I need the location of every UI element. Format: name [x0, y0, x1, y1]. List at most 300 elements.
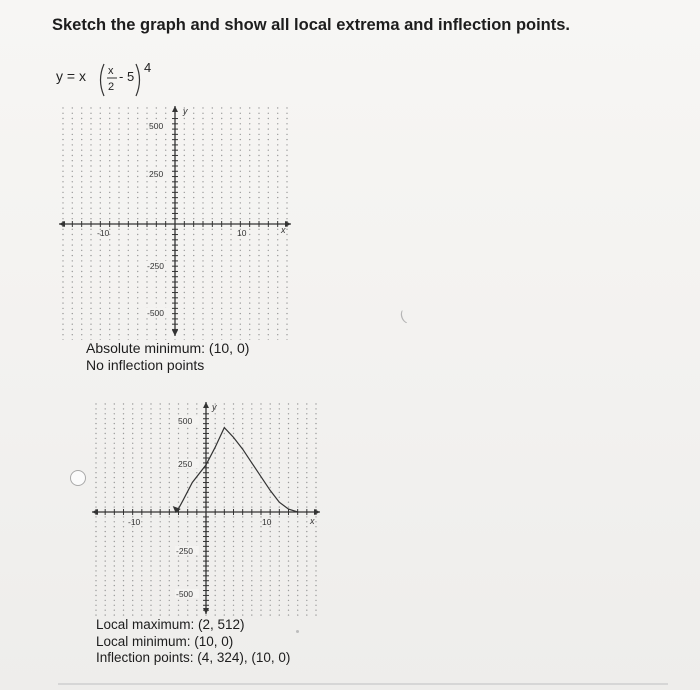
grid-dot [215, 443, 216, 444]
grid-dot [118, 239, 119, 240]
grid-dot [221, 197, 222, 198]
grid-dot [160, 551, 161, 552]
grid-dot [286, 281, 287, 282]
grid-dot [196, 575, 197, 576]
grid-dot [251, 457, 252, 458]
grid-dot [260, 541, 261, 542]
grid-dot [202, 134, 203, 135]
grid-dot [132, 600, 133, 601]
grid-dot [187, 433, 188, 434]
grid-dot [270, 497, 271, 498]
grid-dot [242, 546, 243, 547]
grid-dot [212, 181, 213, 182]
grid-dot [258, 281, 259, 282]
grid-dot [260, 575, 261, 576]
grid-dot [196, 497, 197, 498]
grid-dot [260, 585, 261, 586]
grid-dot [212, 165, 213, 166]
grid-dot [224, 610, 225, 611]
grid-dot [160, 438, 161, 439]
grid-dot [286, 171, 287, 172]
grid-dot [242, 492, 243, 493]
grid-dot [118, 287, 119, 288]
grid-dot [306, 521, 307, 522]
grid-dot [260, 570, 261, 571]
grid-dot [212, 308, 213, 309]
grid-dot [109, 171, 110, 172]
grid-dot [156, 155, 157, 156]
grid-dot [132, 565, 133, 566]
grid-dot [240, 150, 241, 151]
grid-dot [184, 213, 185, 214]
grid-dot [202, 271, 203, 272]
grid-dot [221, 260, 222, 261]
grid-dot [95, 521, 96, 522]
grid-dot [202, 244, 203, 245]
grid-dot [95, 438, 96, 439]
grid-dot [137, 107, 138, 108]
grid-dot [221, 171, 222, 172]
grid-dot [156, 302, 157, 303]
grid-dot [212, 213, 213, 214]
grid-dot [270, 428, 271, 429]
grid-dot [270, 403, 271, 404]
grid-dot [109, 313, 110, 314]
grid-dot [233, 556, 234, 557]
grid-dot [279, 492, 280, 493]
grid-dot [205, 614, 206, 615]
grid-dot [90, 171, 91, 172]
grid-dot [118, 234, 119, 235]
grid-dot [169, 610, 170, 611]
grid-dot [268, 255, 269, 256]
grid-dot [249, 171, 250, 172]
grid-dot [224, 457, 225, 458]
grid-dot [178, 438, 179, 439]
grid-dot [221, 134, 222, 135]
grid-dot [118, 266, 119, 267]
grid-dot [146, 155, 147, 156]
grid-dot [81, 202, 82, 203]
grid-dot [100, 213, 101, 214]
grid-dot [114, 443, 115, 444]
grid-dot [137, 171, 138, 172]
grid-dot [202, 234, 203, 235]
grid-dot [277, 113, 278, 114]
grid-dot [105, 428, 106, 429]
grid-dot [215, 610, 216, 611]
grid-dot [146, 186, 147, 187]
grid-dot [90, 260, 91, 261]
grid-dot [286, 186, 287, 187]
grid-dot [196, 457, 197, 458]
grid-dot [178, 433, 179, 434]
grid-dot [286, 292, 287, 293]
tick-label-x-10: 10 [237, 228, 247, 238]
grid-dot [277, 287, 278, 288]
grid-dot [212, 266, 213, 267]
grid-dot [62, 244, 63, 245]
grid-dot [160, 541, 161, 542]
grid-dot [288, 423, 289, 424]
grid-dot [169, 457, 170, 458]
grid-dot [169, 551, 170, 552]
grid-dot [184, 208, 185, 209]
grid-dot [169, 605, 170, 606]
grid-dot [288, 408, 289, 409]
grid-dot [123, 497, 124, 498]
grid-dot [224, 536, 225, 537]
grid-dot [178, 605, 179, 606]
grid-dot [169, 506, 170, 507]
grid-dot [260, 580, 261, 581]
grid-dot [132, 462, 133, 463]
grid-dot [118, 144, 119, 145]
grid-dot [114, 605, 115, 606]
grid-dot [242, 462, 243, 463]
grid-dot [165, 334, 166, 335]
grid-dot [224, 403, 225, 404]
grid-dot [90, 139, 91, 140]
grid-dot [315, 472, 316, 473]
grid-dot [230, 134, 231, 135]
grid-dot [90, 150, 91, 151]
grid-dot [184, 176, 185, 177]
grid-dot [196, 556, 197, 557]
grid-dot [123, 536, 124, 537]
grid-dot [193, 160, 194, 161]
grid-dot [297, 521, 298, 522]
grid-dot [100, 150, 101, 151]
grid-dot [249, 134, 250, 135]
grid-dot [202, 208, 203, 209]
grid-dot [100, 192, 101, 193]
grid-dot [114, 614, 115, 615]
grid-dot [62, 181, 63, 182]
grid-dot [196, 452, 197, 453]
grid-dot [221, 128, 222, 129]
grid-dot [286, 181, 287, 182]
grid-dot [193, 260, 194, 261]
grid-dot [118, 229, 119, 230]
grid-dot [249, 229, 250, 230]
grid-dot [72, 297, 73, 298]
grid-dot [251, 551, 252, 552]
grid-dot [270, 413, 271, 414]
grid-dot [286, 318, 287, 319]
grid-dot [196, 565, 197, 566]
grid-dot [288, 551, 289, 552]
grid-dot [100, 250, 101, 251]
grid-dot [141, 595, 142, 596]
grid-dot [286, 334, 287, 335]
grid-dot [137, 208, 138, 209]
grid-dot [150, 467, 151, 468]
y-axis-label: y [183, 106, 188, 116]
grid-dot [178, 443, 179, 444]
grid-dot [202, 113, 203, 114]
grid-dot [224, 477, 225, 478]
grid-dot [268, 113, 269, 114]
grid-dot [90, 218, 91, 219]
grid-dot [141, 610, 142, 611]
grid-dot [128, 176, 129, 177]
answer-radio-option-2[interactable] [70, 470, 86, 486]
grid-dot [270, 438, 271, 439]
grid-dot [224, 565, 225, 566]
grid-dot [146, 334, 147, 335]
grid-dot [286, 176, 287, 177]
grid-dot [114, 595, 115, 596]
grid-dot [230, 302, 231, 303]
grid-dot [187, 438, 188, 439]
grid-dot [279, 551, 280, 552]
grid-dot [251, 546, 252, 547]
grid-dot [251, 448, 252, 449]
grid-dot [118, 297, 119, 298]
grid-dot [249, 208, 250, 209]
x-axis-label: x [310, 516, 315, 526]
grid-dot [286, 266, 287, 267]
grid-dot [100, 113, 101, 114]
grid-dot [114, 600, 115, 601]
grid-dot [196, 492, 197, 493]
grid-dot [90, 165, 91, 166]
grid-dot [169, 492, 170, 493]
grid-dot [315, 600, 316, 601]
grid-dot [95, 423, 96, 424]
grid-dot [251, 590, 252, 591]
grid-dot [109, 176, 110, 177]
grid-dot [137, 239, 138, 240]
grid-dot [279, 482, 280, 483]
grid-dot [233, 457, 234, 458]
grid-dot [224, 526, 225, 527]
grid-dot [72, 144, 73, 145]
grid-dot [100, 181, 101, 182]
grid-dot [105, 506, 106, 507]
grid-dot [268, 218, 269, 219]
grid-dot [196, 438, 197, 439]
grid-dot [141, 428, 142, 429]
grid-dot [270, 487, 271, 488]
grid-dot [81, 250, 82, 251]
grid-dot [251, 526, 252, 527]
grid-dot [150, 516, 151, 517]
grid-dot [315, 595, 316, 596]
grid-dot [62, 197, 63, 198]
grid-dot [146, 297, 147, 298]
formula-exponent: 4 [144, 60, 152, 75]
grid-dot [132, 403, 133, 404]
grid-dot [315, 585, 316, 586]
grid-dot [270, 482, 271, 483]
grid-dot [165, 234, 166, 235]
grid-dot [258, 155, 259, 156]
grid-dot [95, 462, 96, 463]
grid-dot [315, 521, 316, 522]
grid-dot [118, 313, 119, 314]
grid-dot [221, 292, 222, 293]
grid-dot [123, 492, 124, 493]
grid-dot [95, 560, 96, 561]
grid-dot [81, 287, 82, 288]
grid-dot [224, 487, 225, 488]
grid-dot [132, 614, 133, 615]
grid-dot [270, 452, 271, 453]
grid-dot [132, 590, 133, 591]
grid-dot [150, 443, 151, 444]
grid-dot [169, 600, 170, 601]
grid-dot [260, 614, 261, 615]
grid-dot [230, 123, 231, 124]
grid-dot [132, 605, 133, 606]
grid-dot [184, 165, 185, 166]
grid-dot [240, 308, 241, 309]
grid-dot [315, 452, 316, 453]
grid-dot [196, 413, 197, 414]
grid-dot [297, 541, 298, 542]
grid-dot [165, 165, 166, 166]
grid-dot [306, 423, 307, 424]
grid-dot [109, 181, 110, 182]
grid-dot [260, 546, 261, 547]
grid-dot [114, 487, 115, 488]
tick-label-y-neg500: -500 [176, 589, 194, 599]
grid-dot [306, 418, 307, 419]
grid-dot [81, 266, 82, 267]
grid-dot [165, 213, 166, 214]
grid-dot [251, 521, 252, 522]
grid-dot [230, 281, 231, 282]
grid-dot [202, 165, 203, 166]
grid-dot [178, 536, 179, 537]
grid-dot [251, 516, 252, 517]
grid-dot [212, 139, 213, 140]
grid-dot [268, 302, 269, 303]
grid-dot [146, 324, 147, 325]
grid-dot [193, 276, 194, 277]
formula-minus: - 5 [119, 69, 135, 84]
grid-dot [212, 186, 213, 187]
grid-dot [100, 260, 101, 261]
grid-dot [95, 556, 96, 557]
grid-dot [277, 128, 278, 129]
grid-dot [242, 600, 243, 601]
grid-dot [230, 202, 231, 203]
grid-dot [109, 287, 110, 288]
grid-dot [215, 452, 216, 453]
grid-dot [150, 492, 151, 493]
grid-dot [160, 570, 161, 571]
grid-dot [81, 208, 82, 209]
grid-dot [95, 502, 96, 503]
grid-dot [221, 324, 222, 325]
grid-dot [156, 255, 157, 256]
grid-dot [215, 506, 216, 507]
grid-dot [156, 334, 157, 335]
grid-dot [224, 506, 225, 507]
grid-dot [72, 329, 73, 330]
grid-dot [270, 433, 271, 434]
grid-dot [100, 197, 101, 198]
grid-dot [258, 255, 259, 256]
grid-dot [240, 186, 241, 187]
grid-dot [193, 229, 194, 230]
grid-dot [212, 155, 213, 156]
grid-dot [81, 134, 82, 135]
grid-dot [196, 600, 197, 601]
grid-dot [268, 139, 269, 140]
grid-dot [141, 443, 142, 444]
grid-dot [233, 600, 234, 601]
grid-dot [165, 118, 166, 119]
grid-dot [160, 521, 161, 522]
grid-dot [118, 107, 119, 108]
grid-dot [118, 134, 119, 135]
grid-dot [249, 186, 250, 187]
grid-dot [128, 186, 129, 187]
grid-dot [297, 590, 298, 591]
grid-dot [224, 448, 225, 449]
grid-dot [62, 176, 63, 177]
grid-dot [215, 526, 216, 527]
grid-dot [288, 403, 289, 404]
grid-dot [137, 139, 138, 140]
grid-dot [288, 600, 289, 601]
grid-dot [62, 229, 63, 230]
grid-dot [221, 276, 222, 277]
grid-dot [193, 250, 194, 251]
grid-dot [105, 408, 106, 409]
grid-dot [251, 428, 252, 429]
grid-dot [137, 318, 138, 319]
grid-dot [277, 202, 278, 203]
grid-dot [184, 134, 185, 135]
grid-dot [114, 423, 115, 424]
grid-dot [193, 271, 194, 272]
grid-dot [137, 134, 138, 135]
grid-dot [202, 292, 203, 293]
grid-dot [109, 329, 110, 330]
grid-dot [215, 556, 216, 557]
grid-dot [242, 423, 243, 424]
grid-dot [169, 580, 170, 581]
grid-dot [62, 329, 63, 330]
grid-dot [193, 218, 194, 219]
grid-dot [109, 324, 110, 325]
grid-dot [268, 276, 269, 277]
grid-dot [137, 260, 138, 261]
grid-dot [215, 536, 216, 537]
grid-dot [150, 605, 151, 606]
grid-dot [62, 276, 63, 277]
grid-dot [165, 107, 166, 108]
grid-dot [146, 118, 147, 119]
grid-dot [258, 165, 259, 166]
grid-dot [114, 521, 115, 522]
grid-dot [187, 526, 188, 527]
grid-dot [306, 565, 307, 566]
grid-dot [260, 605, 261, 606]
grid-dot [137, 313, 138, 314]
grid-dot [286, 287, 287, 288]
grid-dot [114, 526, 115, 527]
grid-dot [268, 250, 269, 251]
grid-dot [160, 448, 161, 449]
grid-dot [137, 302, 138, 303]
grid-dot [260, 590, 261, 591]
